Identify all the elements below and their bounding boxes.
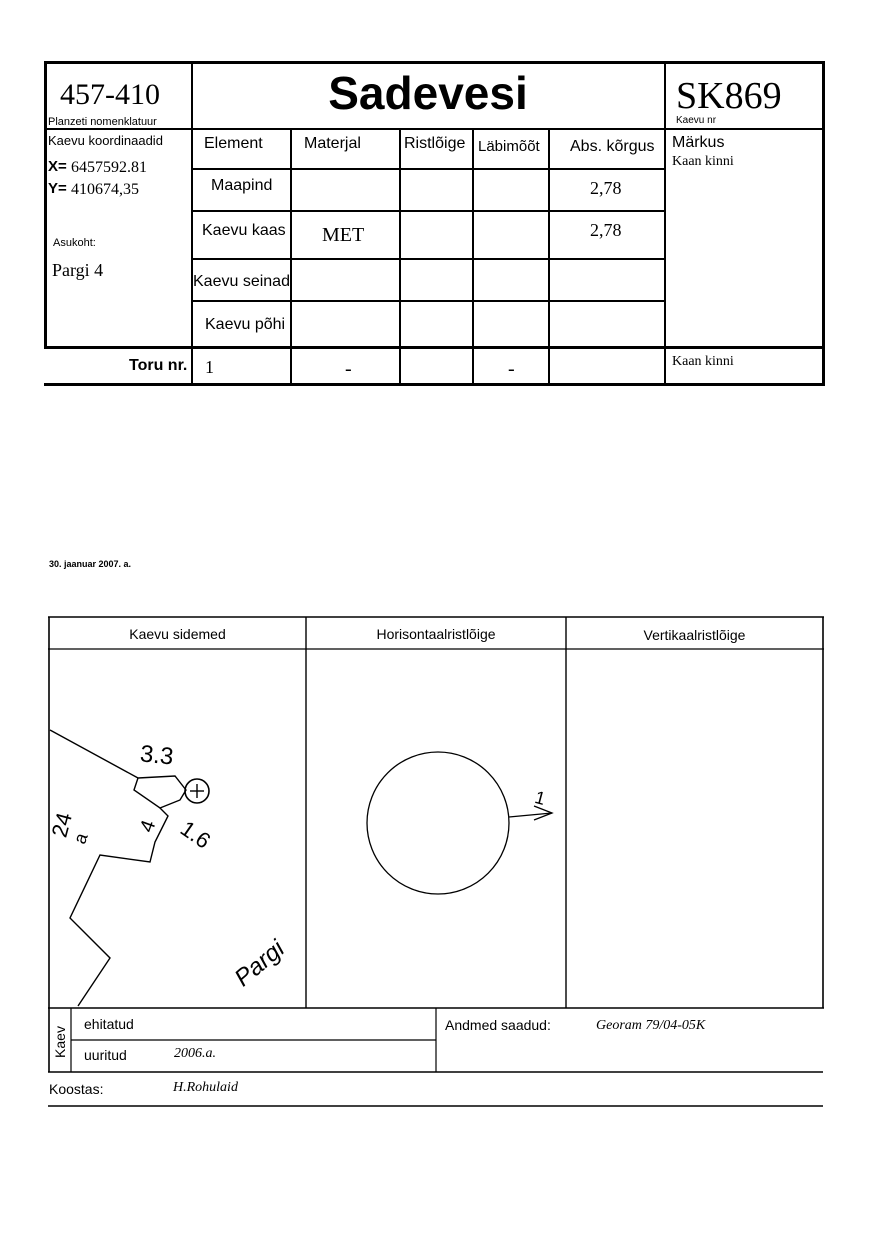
header-vertical-section: Vertikaalristlõige <box>643 627 746 643</box>
location-value: Pargi 4 <box>52 260 104 280</box>
pipe-note: Kaan kinni <box>672 354 734 369</box>
pipe-diameter: - <box>508 358 515 380</box>
row-element-walls: Kaevu seinad <box>193 273 290 290</box>
surveyed-label: uuritud <box>84 1047 127 1063</box>
x-value: 6457592.81 <box>71 159 147 176</box>
column-header-note: Märkus <box>672 134 725 151</box>
side-label: Kaev <box>51 1026 68 1058</box>
column-header-height: Abs. kõrgus <box>570 138 655 155</box>
header-horizontal-section: Horisontaalristlõige <box>376 626 496 642</box>
sketch-label-a: 3.3 <box>138 740 175 771</box>
well-circle-icon <box>367 752 509 894</box>
sketch-label-d: 4 <box>135 817 161 836</box>
note-value: Kaan kinni <box>672 154 734 169</box>
well-id-value: SK869 <box>676 75 782 117</box>
row-element-ground: Maapind <box>211 177 273 194</box>
well-id-label: Kaevu nr <box>676 115 717 126</box>
coords-label: Kaevu koordinaadid <box>48 133 163 148</box>
pipe-number: 1 <box>205 357 214 377</box>
nomenclature-label: Planzeti nomenklatuur <box>48 116 157 128</box>
source-value: Georam 79/04-05K <box>596 1018 706 1033</box>
sketch-label-b: 24 <box>46 809 78 840</box>
row-height-ground: 2,78 <box>590 178 622 198</box>
pipe-material: - <box>345 358 352 380</box>
x-label: X= <box>48 158 67 175</box>
row-element-bottom: Kaevu põhi <box>205 316 286 333</box>
document-date: 30. jaanuar 2007. a. <box>49 559 132 569</box>
sketch-label-e: 1.6 <box>175 815 216 854</box>
row-element-lid: Kaevu kaas <box>202 222 286 239</box>
y-label: Y= <box>48 180 67 197</box>
sketch-label-c: a <box>69 830 92 847</box>
column-header-diameter: Läbimõõt <box>478 138 540 155</box>
arrow-label: 1 <box>532 787 548 809</box>
pipe-label: Toru nr. <box>129 357 188 374</box>
author-label: Koostas: <box>49 1081 104 1097</box>
location-label: Asukoht: <box>53 237 96 249</box>
row-height-lid: 2,78 <box>590 220 622 240</box>
row-material-lid: MET <box>322 224 365 246</box>
author-value: H.Rohulaid <box>173 1080 238 1095</box>
built-label: ehitatud <box>84 1016 134 1032</box>
nomenclature-value: 457-410 <box>60 78 160 111</box>
header-well-connections: Kaevu sidemed <box>129 626 226 642</box>
column-header-element: Element <box>204 135 263 152</box>
page-title: Sadevesi <box>328 67 528 119</box>
y-value: 410674,35 <box>71 181 139 198</box>
column-header-material: Materjal <box>304 135 361 152</box>
surveyed-value: 2006.a. <box>174 1046 216 1061</box>
sketch-label-f: Pargi <box>229 935 290 992</box>
column-header-cross-section: Ristlõige <box>404 135 466 152</box>
source-label: Andmed saadud: <box>445 1017 551 1033</box>
